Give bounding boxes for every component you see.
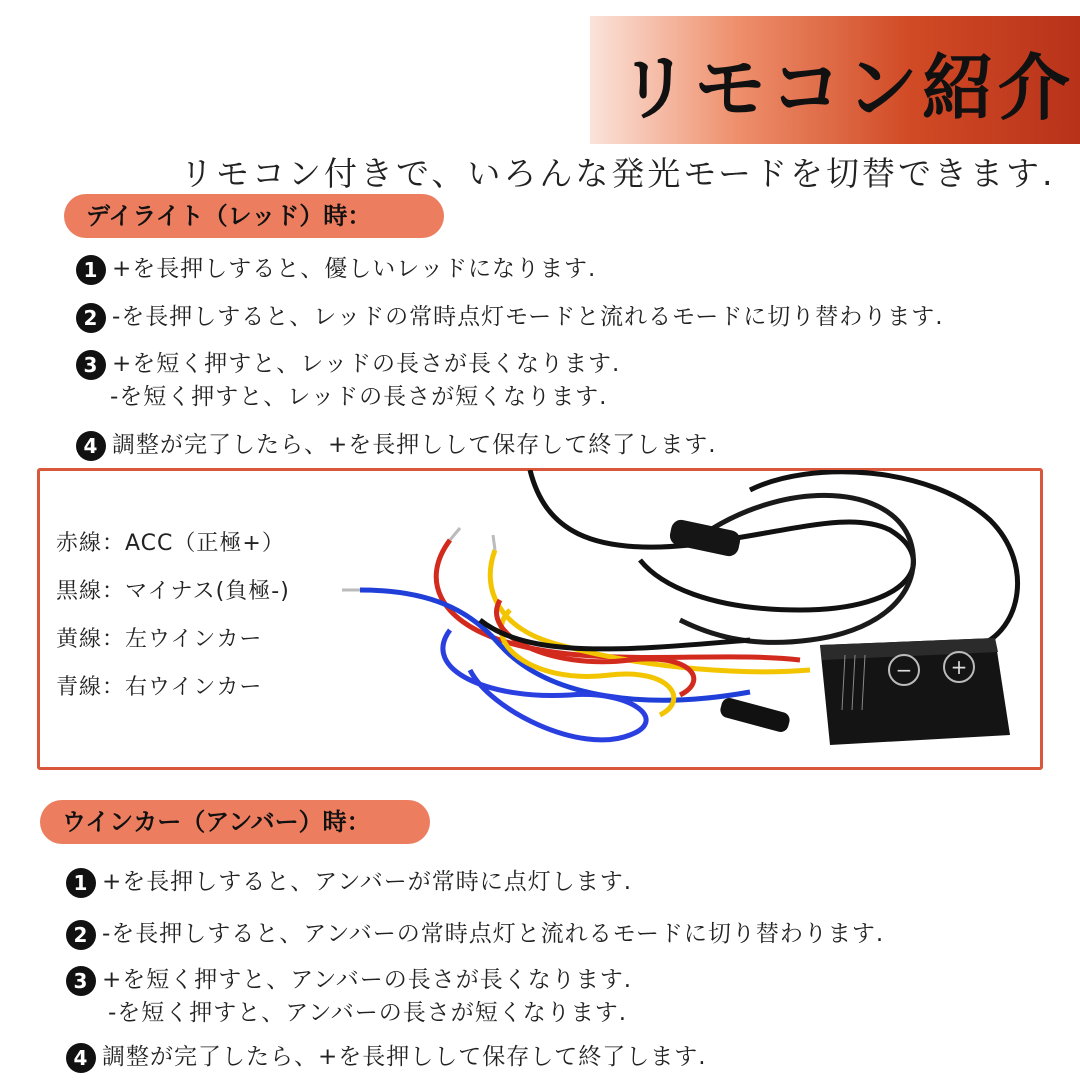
step-text: -を長押しすると、レッドの常時点灯モードと流れるモードに切り替わります. bbox=[112, 304, 944, 330]
plus-label: + bbox=[950, 655, 968, 679]
wire-label-red: 赤線：ACC（正極+） bbox=[56, 531, 285, 556]
step-text: +を長押しすると、アンバーが常時に点灯します. bbox=[102, 869, 633, 895]
step-4 bbox=[66, 1038, 707, 1073]
black-cable-loop-2 bbox=[680, 495, 913, 642]
number-badge: 2 bbox=[66, 920, 96, 950]
number-badge: 4 bbox=[76, 431, 106, 461]
number-badge: 2 bbox=[76, 303, 106, 333]
step-text: +を短く押すと、アンバーの長さが長くなります. bbox=[102, 967, 633, 993]
step-3-line-2: -を短く押すと、レッドの長さが短くなります. bbox=[110, 384, 608, 410]
step-text: +を短く押すと、レッドの長さが長くなります. bbox=[112, 351, 621, 377]
number-badge: 1 bbox=[66, 868, 96, 898]
step-text: -を長押しすると、アンバーの常時点灯と流れるモードに切り替わります. bbox=[102, 921, 885, 947]
wire-label-black: 黒線：マイナス(負極-) bbox=[56, 579, 290, 604]
step-text: 調整が完了したら、+を長押しして保存して終了します. bbox=[102, 1044, 707, 1070]
controller-illustration bbox=[330, 470, 1035, 765]
number-badge: 3 bbox=[66, 966, 96, 996]
step-1 bbox=[66, 863, 632, 898]
section-heading-turn-signal: ウインカー（アンバー）時： bbox=[40, 800, 430, 844]
subtitle: リモコン付きで、いろんな発光モードを切替できます. bbox=[180, 154, 1056, 193]
wire-label-blue: 青線：右ウインカー bbox=[56, 675, 263, 700]
section-heading-daylight: デイライト（レッド）時： bbox=[64, 194, 444, 238]
step-2 bbox=[76, 298, 944, 333]
step-2 bbox=[66, 915, 884, 950]
step-text: +を長押しすると、優しいレッドになります. bbox=[112, 256, 597, 282]
number-badge: 4 bbox=[66, 1043, 96, 1073]
step-1 bbox=[76, 250, 596, 285]
step-4 bbox=[76, 426, 717, 461]
step-3-line-2: -を短く押すと、アンバーの長さが短くなります. bbox=[108, 1000, 628, 1026]
step-3 bbox=[66, 961, 632, 996]
wire-label-yellow: 黄線：左ウインカー bbox=[56, 627, 263, 652]
connector bbox=[668, 518, 742, 558]
page-title: リモコン紹介 bbox=[618, 46, 1075, 130]
minus-label: − bbox=[895, 658, 913, 682]
number-badge: 3 bbox=[76, 350, 106, 380]
step-3 bbox=[76, 345, 620, 380]
step-text: 調整が完了したら、+を長押しして保存して終了します. bbox=[112, 432, 717, 458]
number-badge: 1 bbox=[76, 255, 106, 285]
heat-shrink bbox=[719, 696, 792, 733]
